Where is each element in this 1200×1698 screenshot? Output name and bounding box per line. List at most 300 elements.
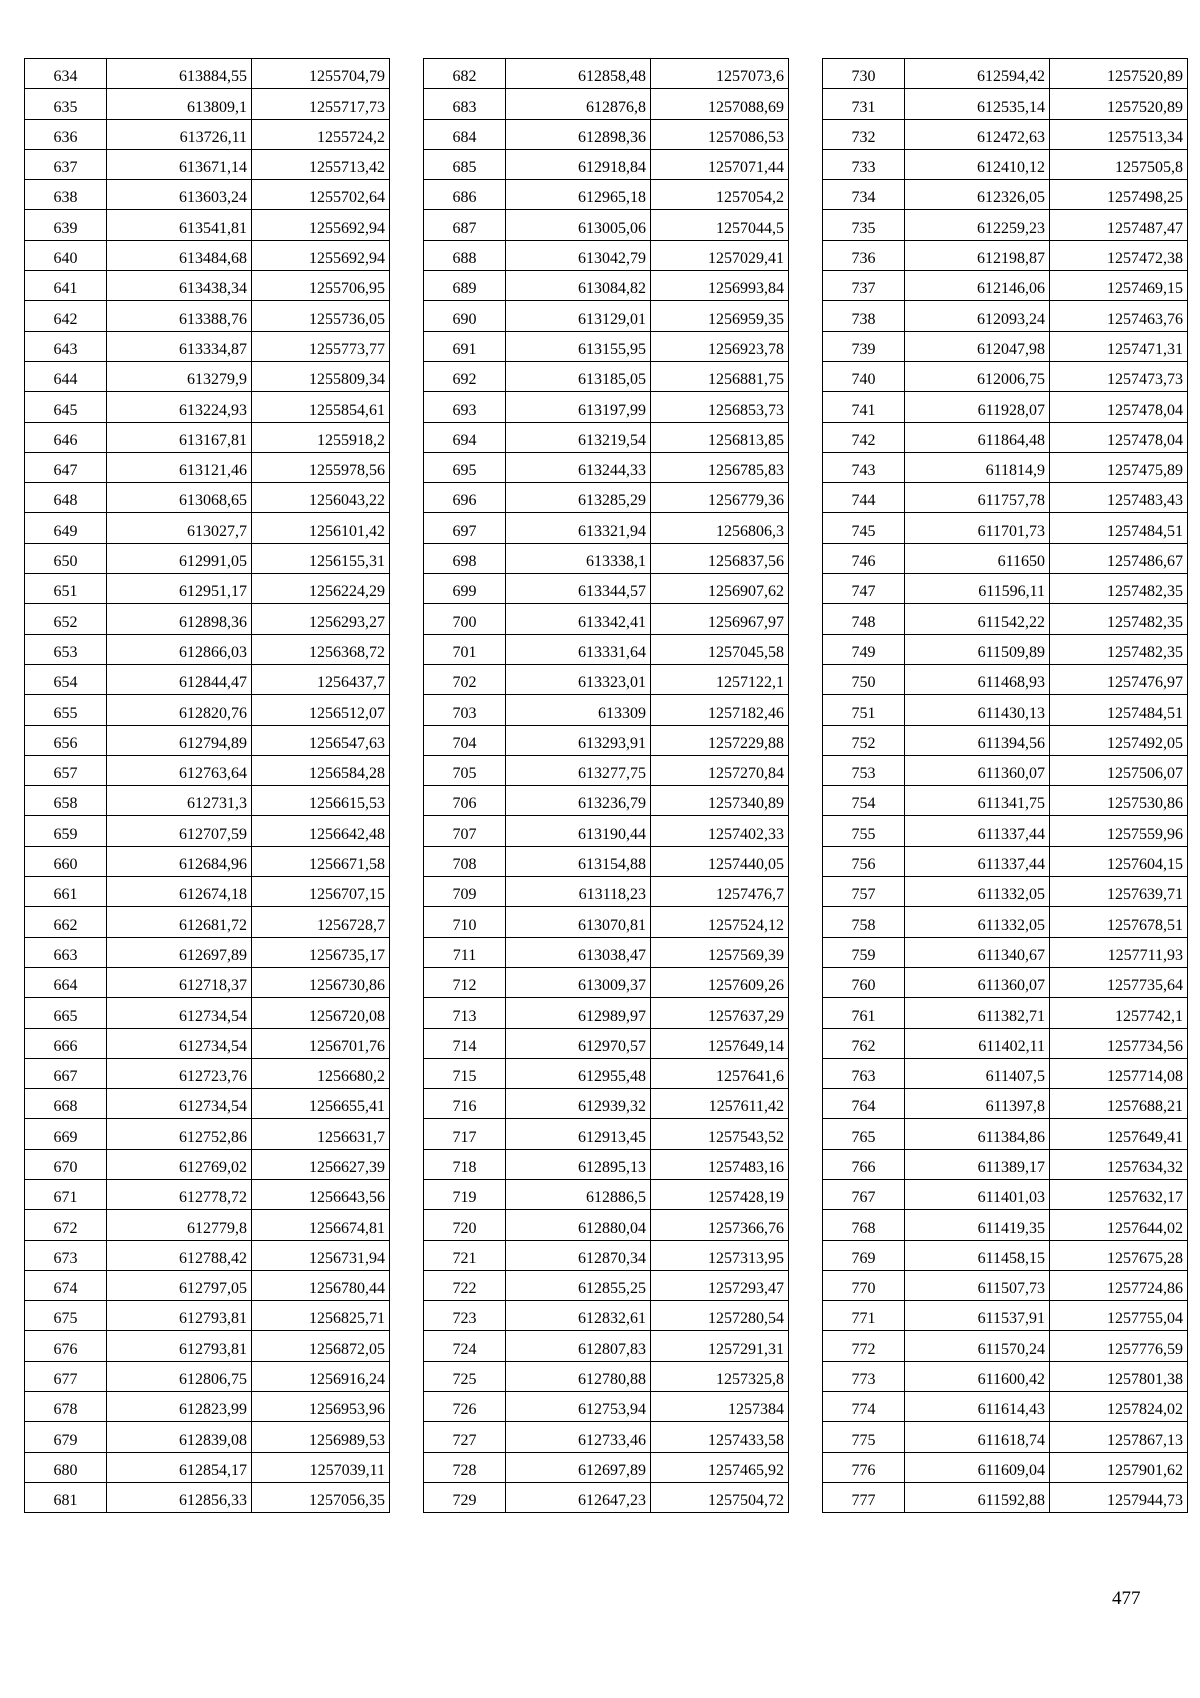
x-coordinate-cell: 612823,99 xyxy=(107,1392,252,1422)
y-coordinate-cell: 1257520,89 xyxy=(1050,59,1188,89)
x-coordinate-cell: 611394,56 xyxy=(905,725,1050,755)
x-coordinate-cell: 613155,95 xyxy=(506,331,651,361)
x-coordinate-cell: 611650 xyxy=(905,543,1050,573)
point-number-cell: 732 xyxy=(823,119,905,149)
table-row xyxy=(424,1270,789,1300)
point-number-cell: 762 xyxy=(823,1028,905,1058)
table-row xyxy=(25,877,390,907)
point-number-cell: 641 xyxy=(25,271,107,301)
x-coordinate-cell: 612806,75 xyxy=(107,1361,252,1391)
table-row xyxy=(424,907,789,937)
table-row xyxy=(25,149,390,179)
point-number-cell: 670 xyxy=(25,1149,107,1179)
x-coordinate-cell: 611537,91 xyxy=(905,1301,1050,1331)
point-number-cell: 739 xyxy=(823,331,905,361)
table-row xyxy=(424,1058,789,1088)
point-number-cell: 675 xyxy=(25,1301,107,1331)
table-row xyxy=(823,89,1188,119)
point-number-cell: 712 xyxy=(424,967,506,997)
point-number-cell: 711 xyxy=(424,937,506,967)
point-number-cell: 696 xyxy=(424,483,506,513)
y-coordinate-cell: 1256512,07 xyxy=(252,695,390,725)
table-row xyxy=(823,1058,1188,1088)
table-row xyxy=(25,725,390,755)
x-coordinate-cell: 613121,46 xyxy=(107,452,252,482)
point-number-cell: 745 xyxy=(823,513,905,543)
table-row xyxy=(25,1392,390,1422)
x-coordinate-cell: 611701,73 xyxy=(905,513,1050,543)
point-number-cell: 685 xyxy=(424,149,506,179)
point-number-cell: 743 xyxy=(823,452,905,482)
x-coordinate-cell: 612697,89 xyxy=(107,937,252,967)
y-coordinate-cell: 1257313,95 xyxy=(651,1240,789,1270)
point-number-cell: 672 xyxy=(25,1210,107,1240)
x-coordinate-cell: 612535,14 xyxy=(905,89,1050,119)
y-coordinate-cell: 1255713,42 xyxy=(252,149,390,179)
table-row xyxy=(424,361,789,391)
table-row xyxy=(424,1119,789,1149)
y-coordinate-cell: 1257524,12 xyxy=(651,907,789,937)
table-row xyxy=(823,149,1188,179)
y-coordinate-cell: 1255702,64 xyxy=(252,180,390,210)
table-row xyxy=(823,604,1188,634)
y-coordinate-cell: 1257366,76 xyxy=(651,1210,789,1240)
x-coordinate-cell: 612807,83 xyxy=(506,1331,651,1361)
table-row xyxy=(424,1240,789,1270)
x-coordinate-cell: 613009,37 xyxy=(506,967,651,997)
x-coordinate-cell: 612752,86 xyxy=(107,1119,252,1149)
x-coordinate-cell: 613309 xyxy=(506,695,651,725)
x-coordinate-cell: 611614,43 xyxy=(905,1392,1050,1422)
y-coordinate-cell: 1256631,7 xyxy=(252,1119,390,1149)
table-row xyxy=(424,1482,789,1512)
x-coordinate-cell: 612734,54 xyxy=(107,998,252,1028)
table-row xyxy=(424,1301,789,1331)
x-coordinate-cell: 612734,54 xyxy=(107,1028,252,1058)
point-number-cell: 758 xyxy=(823,907,905,937)
table-row xyxy=(424,210,789,240)
table-row xyxy=(424,1210,789,1240)
y-coordinate-cell: 1256785,83 xyxy=(651,452,789,482)
table-row xyxy=(823,119,1188,149)
point-number-cell: 777 xyxy=(823,1482,905,1512)
y-coordinate-cell: 1256881,75 xyxy=(651,361,789,391)
x-coordinate-cell: 613884,55 xyxy=(107,59,252,89)
y-coordinate-cell: 1257088,69 xyxy=(651,89,789,119)
x-coordinate-cell: 613671,14 xyxy=(107,149,252,179)
y-coordinate-cell: 1257402,33 xyxy=(651,816,789,846)
y-coordinate-cell: 1257463,76 xyxy=(1050,301,1188,331)
point-number-cell: 664 xyxy=(25,967,107,997)
y-coordinate-cell: 1257755,04 xyxy=(1050,1301,1188,1331)
point-number-cell: 638 xyxy=(25,180,107,210)
table-row xyxy=(424,1452,789,1482)
y-coordinate-cell: 1257711,93 xyxy=(1050,937,1188,967)
x-coordinate-cell: 612898,36 xyxy=(506,119,651,149)
table-row xyxy=(823,998,1188,1028)
table-row xyxy=(25,271,390,301)
table-row xyxy=(424,422,789,452)
y-coordinate-cell: 1257465,92 xyxy=(651,1452,789,1482)
point-number-cell: 725 xyxy=(424,1361,506,1391)
table-row xyxy=(25,1179,390,1209)
point-number-cell: 637 xyxy=(25,149,107,179)
table-row xyxy=(823,1482,1188,1512)
x-coordinate-cell: 613167,81 xyxy=(107,422,252,452)
table-row xyxy=(25,967,390,997)
point-number-cell: 691 xyxy=(424,331,506,361)
table-row xyxy=(424,1392,789,1422)
x-coordinate-cell: 612780,88 xyxy=(506,1361,651,1391)
x-coordinate-cell: 613388,76 xyxy=(107,301,252,331)
x-coordinate-cell: 612594,42 xyxy=(905,59,1050,89)
point-number-cell: 748 xyxy=(823,604,905,634)
y-coordinate-cell: 1257498,25 xyxy=(1050,180,1188,210)
x-coordinate-cell: 613342,41 xyxy=(506,604,651,634)
point-number-cell: 729 xyxy=(424,1482,506,1512)
y-coordinate-cell: 1257071,44 xyxy=(651,149,789,179)
point-number-cell: 686 xyxy=(424,180,506,210)
table-row xyxy=(424,574,789,604)
table-row xyxy=(25,755,390,785)
point-number-cell: 634 xyxy=(25,59,107,89)
y-coordinate-cell: 1256671,58 xyxy=(252,846,390,876)
y-coordinate-cell: 1256837,56 xyxy=(651,543,789,573)
table-row xyxy=(823,1301,1188,1331)
x-coordinate-cell: 613285,29 xyxy=(506,483,651,513)
table-row xyxy=(823,755,1188,785)
table-row xyxy=(25,59,390,89)
y-coordinate-cell: 1256547,63 xyxy=(252,725,390,755)
point-number-cell: 708 xyxy=(424,846,506,876)
x-coordinate-cell: 612779,8 xyxy=(107,1210,252,1240)
y-coordinate-cell: 1256680,2 xyxy=(252,1058,390,1088)
y-coordinate-cell: 1257044,5 xyxy=(651,210,789,240)
table-row xyxy=(25,1452,390,1482)
y-coordinate-cell: 1257611,42 xyxy=(651,1089,789,1119)
x-coordinate-cell: 612723,76 xyxy=(107,1058,252,1088)
x-coordinate-cell: 612047,98 xyxy=(905,331,1050,361)
y-coordinate-cell: 1256813,85 xyxy=(651,422,789,452)
x-coordinate-cell: 612991,05 xyxy=(107,543,252,573)
x-coordinate-cell: 613236,79 xyxy=(506,786,651,816)
table-row xyxy=(25,331,390,361)
table-row xyxy=(25,1422,390,1452)
x-coordinate-cell: 612989,97 xyxy=(506,998,651,1028)
y-coordinate-cell: 1256155,31 xyxy=(252,543,390,573)
y-coordinate-cell: 1256735,17 xyxy=(252,937,390,967)
y-coordinate-cell: 1255692,94 xyxy=(252,210,390,240)
point-number-cell: 688 xyxy=(424,240,506,270)
point-number-cell: 639 xyxy=(25,210,107,240)
point-number-cell: 756 xyxy=(823,846,905,876)
y-coordinate-cell: 1256872,05 xyxy=(252,1331,390,1361)
y-coordinate-cell: 1257634,32 xyxy=(1050,1149,1188,1179)
y-coordinate-cell: 1256674,81 xyxy=(252,1210,390,1240)
table-row xyxy=(424,180,789,210)
y-coordinate-cell: 1255736,05 xyxy=(252,301,390,331)
table-row xyxy=(424,1149,789,1179)
y-coordinate-cell: 1257484,51 xyxy=(1050,513,1188,543)
point-number-cell: 753 xyxy=(823,755,905,785)
y-coordinate-cell: 1256707,15 xyxy=(252,877,390,907)
table-row xyxy=(25,1240,390,1270)
table-row xyxy=(424,271,789,301)
y-coordinate-cell: 1257487,47 xyxy=(1050,210,1188,240)
point-number-cell: 727 xyxy=(424,1422,506,1452)
table-row xyxy=(424,331,789,361)
y-coordinate-cell: 1257649,14 xyxy=(651,1028,789,1058)
point-number-cell: 695 xyxy=(424,452,506,482)
point-number-cell: 744 xyxy=(823,483,905,513)
point-number-cell: 765 xyxy=(823,1119,905,1149)
y-coordinate-cell: 1257482,35 xyxy=(1050,604,1188,634)
y-coordinate-cell: 1255918,2 xyxy=(252,422,390,452)
table-row xyxy=(424,89,789,119)
point-number-cell: 734 xyxy=(823,180,905,210)
point-number-cell: 653 xyxy=(25,634,107,664)
point-number-cell: 714 xyxy=(424,1028,506,1058)
point-number-cell: 742 xyxy=(823,422,905,452)
y-coordinate-cell: 1257473,73 xyxy=(1050,361,1188,391)
point-number-cell: 720 xyxy=(424,1210,506,1240)
point-number-cell: 752 xyxy=(823,725,905,755)
y-coordinate-cell: 1255724,2 xyxy=(252,119,390,149)
x-coordinate-cell: 613334,87 xyxy=(107,331,252,361)
point-number-cell: 706 xyxy=(424,786,506,816)
table-row xyxy=(25,210,390,240)
y-coordinate-cell: 1256853,73 xyxy=(651,392,789,422)
x-coordinate-cell: 611337,44 xyxy=(905,846,1050,876)
table-row xyxy=(823,59,1188,89)
table-row xyxy=(424,119,789,149)
point-number-cell: 736 xyxy=(823,240,905,270)
x-coordinate-cell: 613344,57 xyxy=(506,574,651,604)
x-coordinate-cell: 612939,32 xyxy=(506,1089,651,1119)
table-row xyxy=(25,1331,390,1361)
table-row xyxy=(823,1089,1188,1119)
table-row xyxy=(25,846,390,876)
table-row xyxy=(823,967,1188,997)
table-row xyxy=(25,1482,390,1512)
table-row xyxy=(823,574,1188,604)
y-coordinate-cell: 1257476,7 xyxy=(651,877,789,907)
table-row xyxy=(424,937,789,967)
table-row xyxy=(823,1119,1188,1149)
point-number-cell: 713 xyxy=(424,998,506,1028)
point-number-cell: 767 xyxy=(823,1179,905,1209)
x-coordinate-cell: 611332,05 xyxy=(905,877,1050,907)
y-coordinate-cell: 1256655,41 xyxy=(252,1089,390,1119)
table-row xyxy=(25,89,390,119)
x-coordinate-cell: 611401,03 xyxy=(905,1179,1050,1209)
table-row xyxy=(823,1392,1188,1422)
y-coordinate-cell: 1257641,6 xyxy=(651,1058,789,1088)
y-coordinate-cell: 1256780,44 xyxy=(252,1270,390,1300)
y-coordinate-cell: 1257029,41 xyxy=(651,240,789,270)
table-row xyxy=(25,543,390,573)
x-coordinate-cell: 613277,75 xyxy=(506,755,651,785)
y-coordinate-cell: 1257433,58 xyxy=(651,1422,789,1452)
table-row xyxy=(25,664,390,694)
table-row xyxy=(823,786,1188,816)
table-row xyxy=(823,664,1188,694)
y-coordinate-cell: 1256779,36 xyxy=(651,483,789,513)
table-row xyxy=(25,937,390,967)
x-coordinate-cell: 613726,11 xyxy=(107,119,252,149)
y-coordinate-cell: 1257472,38 xyxy=(1050,240,1188,270)
y-coordinate-cell: 1257506,07 xyxy=(1050,755,1188,785)
y-coordinate-cell: 1255978,56 xyxy=(252,452,390,482)
point-number-cell: 680 xyxy=(25,1452,107,1482)
point-number-cell: 716 xyxy=(424,1089,506,1119)
table-row xyxy=(25,422,390,452)
point-number-cell: 723 xyxy=(424,1301,506,1331)
y-coordinate-cell: 1257469,15 xyxy=(1050,271,1188,301)
table-row xyxy=(25,240,390,270)
y-coordinate-cell: 1256293,27 xyxy=(252,604,390,634)
x-coordinate-cell: 612472,63 xyxy=(905,119,1050,149)
y-coordinate-cell: 1257270,84 xyxy=(651,755,789,785)
point-number-cell: 766 xyxy=(823,1149,905,1179)
point-number-cell: 635 xyxy=(25,89,107,119)
point-number-cell: 663 xyxy=(25,937,107,967)
x-coordinate-cell: 612731,3 xyxy=(107,786,252,816)
x-coordinate-cell: 611332,05 xyxy=(905,907,1050,937)
point-number-cell: 660 xyxy=(25,846,107,876)
point-number-cell: 721 xyxy=(424,1240,506,1270)
point-number-cell: 668 xyxy=(25,1089,107,1119)
y-coordinate-cell: 1257476,97 xyxy=(1050,664,1188,694)
table-row xyxy=(25,392,390,422)
y-coordinate-cell: 1255704,79 xyxy=(252,59,390,89)
x-coordinate-cell: 611382,71 xyxy=(905,998,1050,1028)
table-row xyxy=(823,1240,1188,1270)
y-coordinate-cell: 1257734,56 xyxy=(1050,1028,1188,1058)
table-row xyxy=(424,634,789,664)
point-number-cell: 640 xyxy=(25,240,107,270)
point-number-cell: 692 xyxy=(424,361,506,391)
y-coordinate-cell: 1257484,51 xyxy=(1050,695,1188,725)
y-coordinate-cell: 1257505,8 xyxy=(1050,149,1188,179)
table-row xyxy=(25,1058,390,1088)
point-number-cell: 677 xyxy=(25,1361,107,1391)
y-coordinate-cell: 1257644,02 xyxy=(1050,1210,1188,1240)
point-number-cell: 676 xyxy=(25,1331,107,1361)
point-number-cell: 702 xyxy=(424,664,506,694)
y-coordinate-cell: 1257122,1 xyxy=(651,664,789,694)
point-number-cell: 771 xyxy=(823,1301,905,1331)
y-coordinate-cell: 1257483,16 xyxy=(651,1149,789,1179)
point-number-cell: 665 xyxy=(25,998,107,1028)
x-coordinate-cell: 611542,22 xyxy=(905,604,1050,634)
y-coordinate-cell: 1255854,61 xyxy=(252,392,390,422)
coordinate-table-1 xyxy=(24,58,390,1513)
x-coordinate-cell: 613224,93 xyxy=(107,392,252,422)
table-row xyxy=(424,149,789,179)
point-number-cell: 655 xyxy=(25,695,107,725)
x-coordinate-cell: 612870,34 xyxy=(506,1240,651,1270)
table-row xyxy=(424,846,789,876)
y-coordinate-cell: 1257428,19 xyxy=(651,1179,789,1209)
point-number-cell: 724 xyxy=(424,1331,506,1361)
x-coordinate-cell: 612876,8 xyxy=(506,89,651,119)
x-coordinate-cell: 613338,1 xyxy=(506,543,651,573)
table-row xyxy=(823,1028,1188,1058)
point-number-cell: 703 xyxy=(424,695,506,725)
table-row xyxy=(25,361,390,391)
y-coordinate-cell: 1256806,3 xyxy=(651,513,789,543)
x-coordinate-cell: 611430,13 xyxy=(905,695,1050,725)
table-row xyxy=(823,1452,1188,1482)
x-coordinate-cell: 612880,04 xyxy=(506,1210,651,1240)
x-coordinate-cell: 612832,61 xyxy=(506,1301,651,1331)
x-coordinate-cell: 612718,37 xyxy=(107,967,252,997)
table-row xyxy=(25,452,390,482)
point-number-cell: 648 xyxy=(25,483,107,513)
x-coordinate-cell: 612951,17 xyxy=(107,574,252,604)
point-number-cell: 647 xyxy=(25,452,107,482)
point-number-cell: 651 xyxy=(25,574,107,604)
point-number-cell: 751 xyxy=(823,695,905,725)
table-row xyxy=(424,725,789,755)
x-coordinate-cell: 613438,34 xyxy=(107,271,252,301)
x-coordinate-cell: 612753,94 xyxy=(506,1392,651,1422)
y-coordinate-cell: 1257182,46 xyxy=(651,695,789,725)
x-coordinate-cell: 613244,33 xyxy=(506,452,651,482)
table-row xyxy=(25,816,390,846)
table-row xyxy=(823,422,1188,452)
y-coordinate-cell: 1257776,59 xyxy=(1050,1331,1188,1361)
y-coordinate-cell: 1257440,05 xyxy=(651,846,789,876)
point-number-cell: 687 xyxy=(424,210,506,240)
x-coordinate-cell: 612955,48 xyxy=(506,1058,651,1088)
y-coordinate-cell: 1255706,95 xyxy=(252,271,390,301)
table-row xyxy=(25,604,390,634)
table-row xyxy=(424,1422,789,1452)
y-coordinate-cell: 1257486,67 xyxy=(1050,543,1188,573)
x-coordinate-cell: 612839,08 xyxy=(107,1422,252,1452)
x-coordinate-cell: 613484,68 xyxy=(107,240,252,270)
table-row xyxy=(424,604,789,634)
point-number-cell: 671 xyxy=(25,1179,107,1209)
x-coordinate-cell: 611337,44 xyxy=(905,816,1050,846)
point-number-cell: 730 xyxy=(823,59,905,89)
x-coordinate-cell: 612734,54 xyxy=(107,1089,252,1119)
y-coordinate-cell: 1256967,97 xyxy=(651,604,789,634)
x-coordinate-cell: 611928,07 xyxy=(905,392,1050,422)
table-row xyxy=(25,1119,390,1149)
point-number-cell: 774 xyxy=(823,1392,905,1422)
table-row xyxy=(25,1149,390,1179)
point-number-cell: 705 xyxy=(424,755,506,785)
table-row xyxy=(424,998,789,1028)
y-coordinate-cell: 1257086,53 xyxy=(651,119,789,149)
x-coordinate-cell: 613005,06 xyxy=(506,210,651,240)
x-coordinate-cell: 612410,12 xyxy=(905,149,1050,179)
x-coordinate-cell: 613118,23 xyxy=(506,877,651,907)
x-coordinate-cell: 611864,48 xyxy=(905,422,1050,452)
y-coordinate-cell: 1257384 xyxy=(651,1392,789,1422)
x-coordinate-cell: 613323,01 xyxy=(506,664,651,694)
table-row xyxy=(25,1270,390,1300)
table-row xyxy=(424,755,789,785)
point-number-cell: 646 xyxy=(25,422,107,452)
table-row xyxy=(424,1331,789,1361)
y-coordinate-cell: 1256825,71 xyxy=(252,1301,390,1331)
x-coordinate-cell: 612006,75 xyxy=(905,361,1050,391)
y-coordinate-cell: 1257504,72 xyxy=(651,1482,789,1512)
